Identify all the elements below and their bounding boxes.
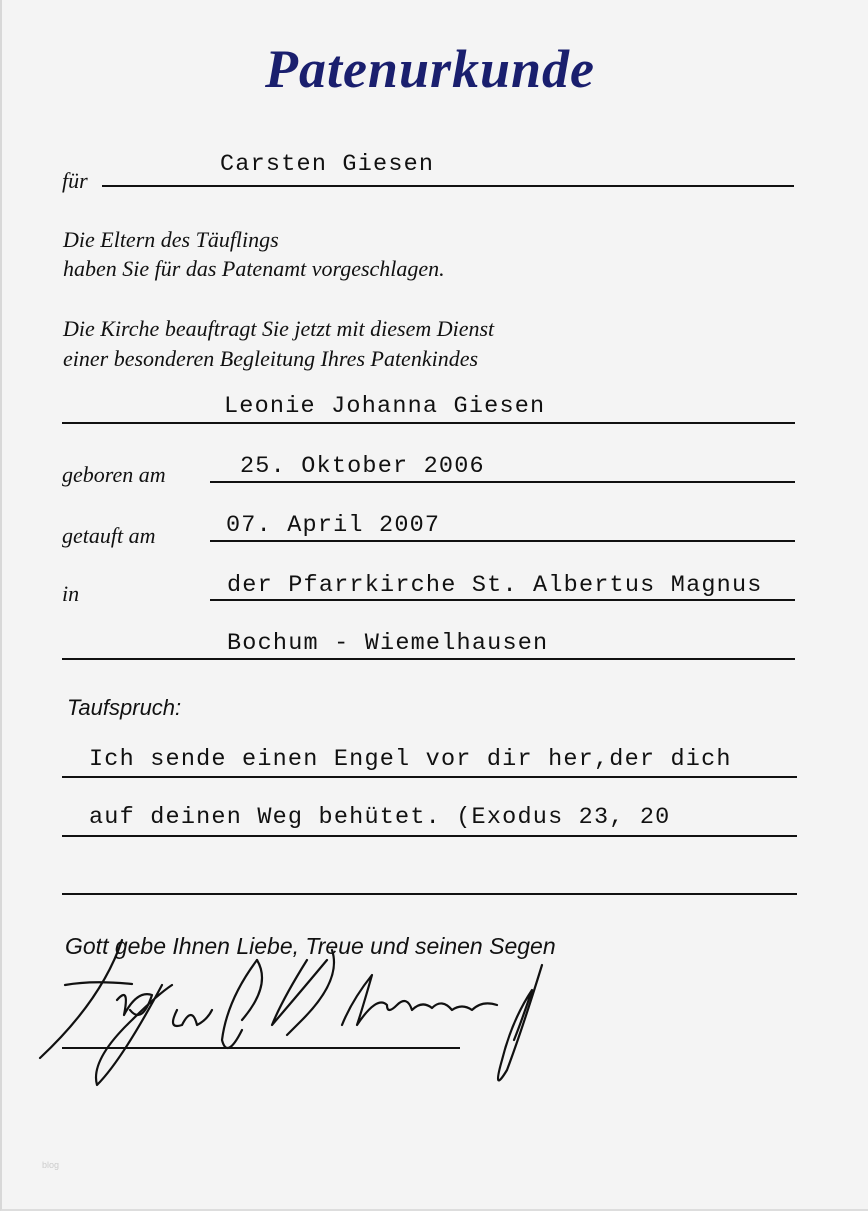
intro-line-4: einer besonderen Begleitung Ihres Patenkindes bbox=[63, 346, 479, 371]
godparent-name: Carsten Giesen bbox=[220, 151, 435, 178]
born-label: geboren am bbox=[62, 462, 166, 487]
verse-label: Taufspruch: bbox=[67, 695, 182, 720]
church: der Pfarrkirche St. Albertus Magnus bbox=[227, 572, 763, 599]
fuer-label: für bbox=[62, 168, 88, 193]
born-value: 25. Oktober 2006 bbox=[240, 453, 485, 480]
place: Bochum - Wiemelhausen bbox=[227, 630, 549, 657]
intro-line-3: Die Kirche beauftragt Sie jetzt mit diesem Dienst bbox=[63, 316, 495, 341]
intro-line-2: haben Sie für das Patenamt vorgeschlagen. bbox=[63, 256, 445, 281]
blessing: Gott gebe Ihnen Liebe, Treue und seinen Segen bbox=[65, 933, 556, 959]
baptized-value: 07. April 2007 bbox=[226, 512, 441, 539]
watermark: blog bbox=[42, 1160, 60, 1170]
signature bbox=[2, 0, 868, 1211]
verse-text-2: auf deinen Weg behütet. (Exodus 23, 20 bbox=[89, 804, 671, 831]
page-title: Patenurkunde bbox=[264, 39, 596, 99]
verse-text-1: Ich sende einen Engel vor dir her,der dich bbox=[89, 746, 732, 773]
in-label: in bbox=[62, 581, 80, 606]
child-name: Leonie Johanna Giesen bbox=[224, 393, 546, 420]
baptized-label: getauft am bbox=[62, 523, 156, 548]
intro-line-1: Die Eltern des Täuflings bbox=[63, 227, 279, 252]
